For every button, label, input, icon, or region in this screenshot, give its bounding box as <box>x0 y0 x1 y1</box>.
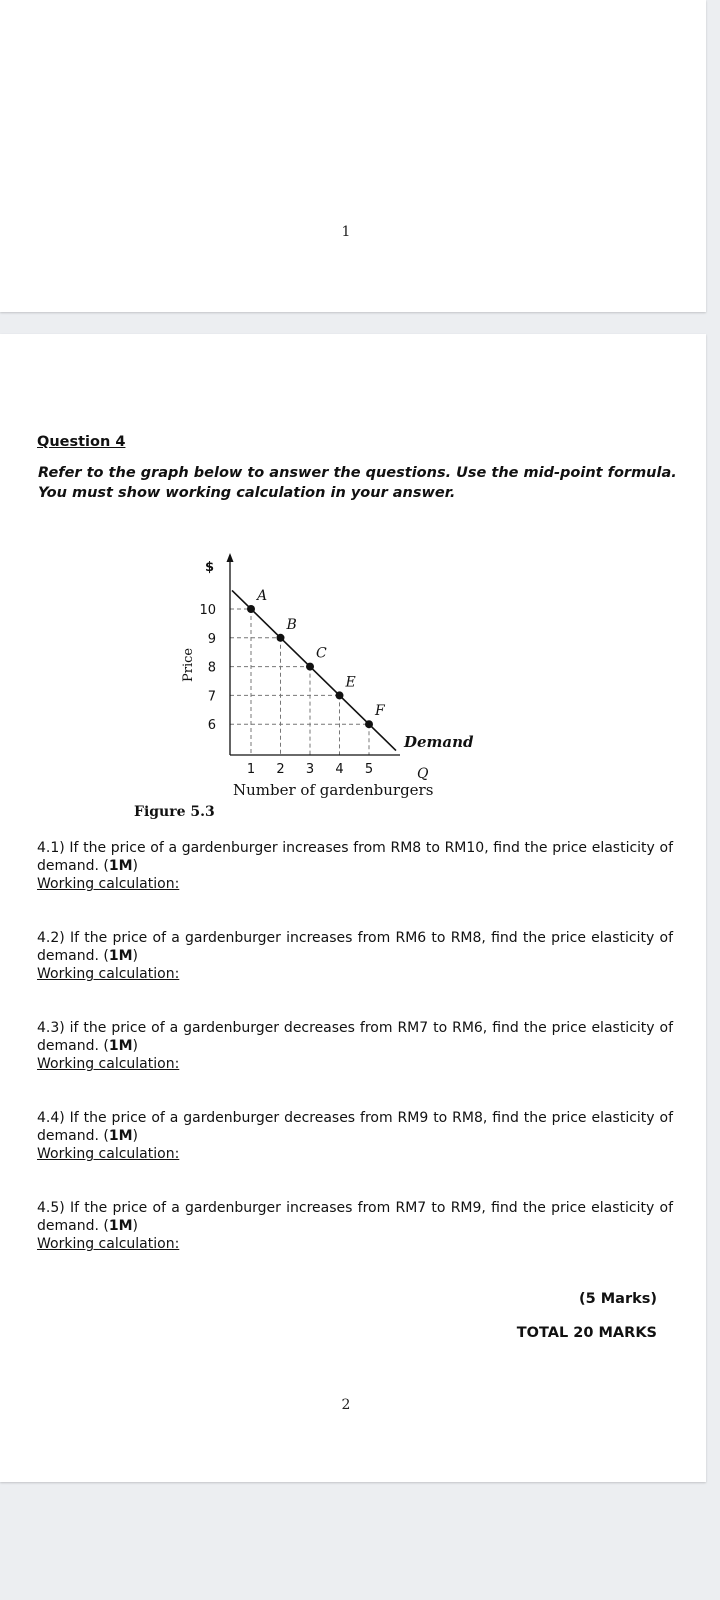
question-text-cont: demand. ( <box>37 1038 109 1054</box>
x-tick-label: 3 <box>305 762 315 777</box>
mark-allocation: 1M <box>108 1218 133 1234</box>
question-text-close: ) <box>132 858 138 874</box>
mark-allocation: 1M <box>108 1038 133 1054</box>
question-4-4 <box>37 1109 673 1163</box>
question-title: Question 4 <box>37 434 126 450</box>
question-text: 4.5) If the price of a gardenburger increases from RM7 to RM9, find the price elasticity of <box>37 1200 673 1216</box>
x-axis-symbol: Q <box>417 766 429 782</box>
question-text: 4.4) If the price of a gardenburger decreases from RM9 to RM8, find the price elasticity of <box>37 1110 673 1126</box>
data-point <box>277 634 285 642</box>
point-label: F <box>375 703 385 720</box>
working-calculation-label: Working calculation: <box>37 1236 180 1252</box>
question-text-cont: demand. ( <box>37 1218 109 1234</box>
data-point <box>365 720 373 728</box>
y-tick-label: 10 <box>199 603 216 618</box>
mark-allocation: 1M <box>108 948 133 964</box>
question-4-1 <box>37 839 673 893</box>
question-text-close: ) <box>132 948 138 964</box>
question-text: 4.3) if the price of a gardenburger decreases from RM7 to RM6, find the price elasticity of <box>37 1020 673 1036</box>
question-text-cont: demand. ( <box>37 1128 109 1144</box>
point-label: C <box>316 645 327 662</box>
question-text-cont: demand. ( <box>37 948 109 964</box>
instruction-line: Refer to the graph below to answer the questions. Use the mid-point formula. <box>38 465 677 481</box>
x-tick-label: 4 <box>335 762 344 777</box>
x-tick-label: 1 <box>246 762 256 777</box>
page-number: 2 <box>341 1397 351 1413</box>
y-tick-label: 8 <box>207 660 216 676</box>
data-point <box>336 691 344 699</box>
question-text: 4.2) If the price of a gardenburger increases from RM6 to RM8, find the price elasticity of <box>37 930 673 946</box>
question-4-2 <box>37 929 673 983</box>
y-tick-label: 6 <box>207 718 216 734</box>
data-point <box>306 663 314 671</box>
question-text-close: ) <box>132 1218 138 1234</box>
data-point <box>247 605 255 613</box>
working-calculation-label: Working calculation: <box>37 966 180 982</box>
mark-allocation: 1M <box>108 858 133 874</box>
y-axis-label: Price <box>181 647 196 682</box>
working-calculation-label: Working calculation: <box>37 876 180 892</box>
demand-label: Demand <box>404 733 474 751</box>
x-tick-label: 5 <box>364 762 374 777</box>
question-text: 4.1) If the price of a gardenburger increases from RM8 to RM10, find the price elasticity of <box>37 840 673 856</box>
point-label: A <box>257 588 268 604</box>
page-number: 1 <box>341 224 351 240</box>
y-tick-label: 7 <box>207 689 216 705</box>
x-axis-label: Number of gardenburgers <box>233 781 434 799</box>
question-text-close: ) <box>132 1038 138 1054</box>
point-label: E <box>345 674 356 691</box>
total-marks: TOTAL 20 MARKS <box>516 1325 657 1341</box>
y-axis-symbol: $ <box>205 560 215 575</box>
figure-caption: Figure 5.3 <box>134 804 215 820</box>
question-text-cont: demand. ( <box>37 858 109 874</box>
question-4-5 <box>37 1199 673 1253</box>
y-tick-label: 9 <box>207 631 216 647</box>
working-calculation-label: Working calculation: <box>37 1056 180 1072</box>
question-text-close: ) <box>132 1128 138 1144</box>
point-label: B <box>286 616 297 633</box>
mark-allocation: 1M <box>108 1128 133 1144</box>
question-4-3 <box>37 1019 673 1073</box>
instruction-line: You must show working calculation in your answer. <box>38 485 456 501</box>
x-tick-label: 2 <box>276 762 285 777</box>
y-axis-arrow <box>227 553 234 562</box>
section-marks: (5 Marks) <box>578 1291 657 1307</box>
working-calculation-label: Working calculation: <box>37 1146 180 1162</box>
